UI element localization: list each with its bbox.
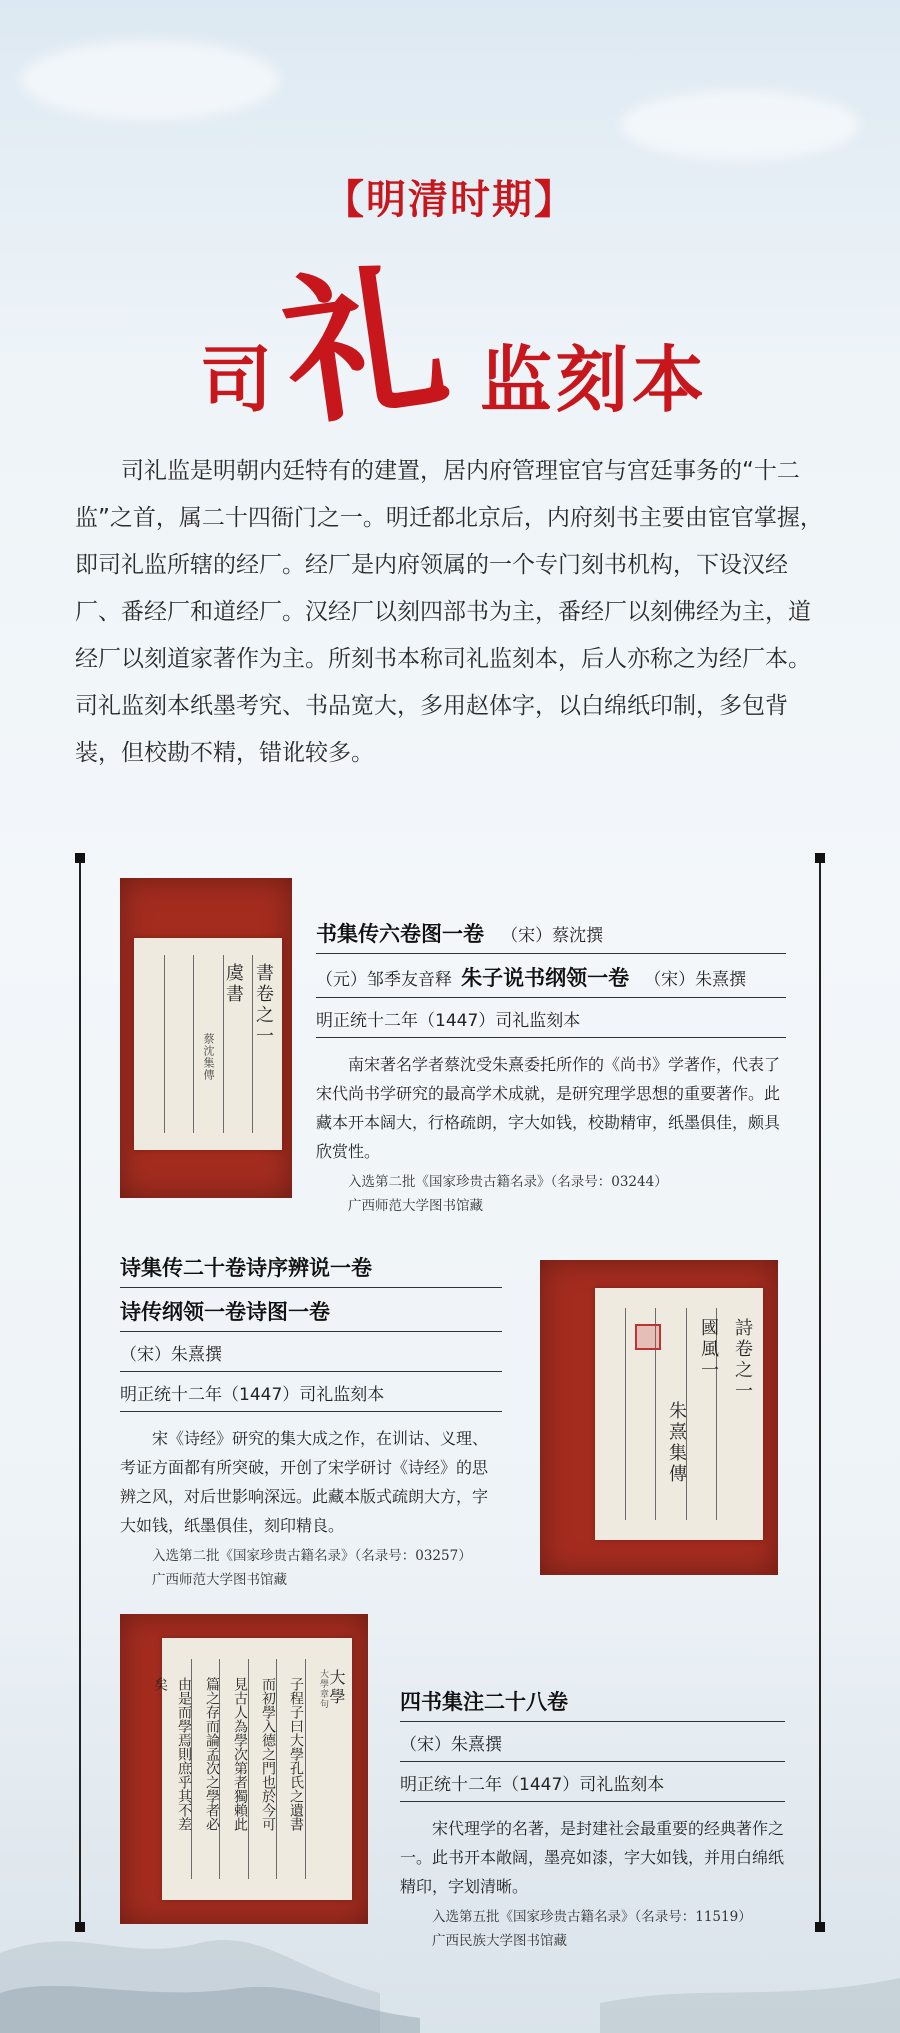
seal-stamp xyxy=(635,1324,661,1350)
frame-corner xyxy=(815,853,825,863)
book-image-caption: 國風一 xyxy=(698,1318,719,1382)
book-image-sishu-jizhu xyxy=(120,1614,368,1924)
entry-shi-jizhuan xyxy=(120,1252,502,1592)
book-image-caption: 見古人為學次第者獨賴此 xyxy=(232,1677,248,1832)
entry-title: 四书集注二十八卷 xyxy=(400,1689,568,1714)
era-label: 【明清时期】 xyxy=(324,176,576,223)
book-image-caption: 蔡沈集傳 xyxy=(202,1033,215,1082)
book-image-caption: 詩卷之一 xyxy=(732,1318,753,1403)
book-image-caption: 篇之存而論孟次之學者必 xyxy=(204,1677,220,1832)
book-page xyxy=(595,1288,763,1540)
entry-title: 书集传六卷图一卷 xyxy=(316,921,484,946)
entry-edition: 明正统十二年（1447）司礼监刻本 xyxy=(120,1385,385,1405)
entry-catalog: 入选第二批《国家珍贵古籍名录》（名录号：03257） xyxy=(152,1548,472,1564)
entry-edition-row xyxy=(120,1372,502,1412)
entry-author-row xyxy=(120,1332,502,1372)
entry-catalog: 入选第二批《国家珍贵古籍名录》（名录号：03244） xyxy=(348,1174,668,1190)
entry-description: 南宋著名学者蔡沈受朱熹委托所作的《尚书》学著作，代表了宋代尚书学研究的最高学术成就，是研究理学思想的重要著作。此藏本开本阔大，行格疏朗，字大如钱，校勘精审，纸墨俱佳，颇具欣赏性。 xyxy=(316,1055,781,1161)
entry-shu-jizhuan xyxy=(316,918,786,1218)
book-image-caption: 矣 xyxy=(152,1677,168,1692)
book-image-caption: 而初學入德之門也於今可 xyxy=(260,1677,276,1832)
book-image-caption: 書卷之一 xyxy=(253,963,274,1048)
frame-corner xyxy=(75,853,85,863)
book-image-caption: 朱熹集傳 xyxy=(666,1401,687,1486)
book-image-caption: 大學 xyxy=(327,1669,346,1708)
page-title xyxy=(0,240,900,470)
book-page xyxy=(152,1638,352,1900)
entry-edition-row xyxy=(400,1762,785,1802)
entry-title-row xyxy=(316,918,786,954)
entry-author-row xyxy=(400,1722,785,1762)
entry-author: （宋）蔡沈撰 xyxy=(501,926,604,946)
title-rest: 监刻本 xyxy=(480,337,709,422)
entry-library: 广西民族大学图书馆藏 xyxy=(432,1933,567,1949)
entry-author: （宋）朱熹撰 xyxy=(120,1345,222,1365)
book-image-shi-jizhuan xyxy=(540,1260,778,1575)
entry-subtitle: 诗传纲领一卷诗图一卷 xyxy=(120,1299,330,1324)
entry-subtitle-row xyxy=(120,1288,502,1332)
entry-author: （宋）朱熹撰 xyxy=(400,1735,502,1755)
entry-library: 广西师范大学图书馆藏 xyxy=(348,1198,483,1214)
entry-title-row xyxy=(120,1252,502,1288)
entry-subtitle: 朱子说书纲领一卷 xyxy=(461,965,630,990)
frame-corner xyxy=(75,1922,85,1932)
entry-subtitle-row xyxy=(316,954,786,998)
book-image-shu-jizhuan xyxy=(120,878,292,1198)
entry-title: 诗集传二十卷诗序辨说一卷 xyxy=(120,1255,372,1280)
entry-sishu-jizhu xyxy=(400,1686,785,1953)
intro-paragraph: 司礼监是明朝内廷特有的建置，居内府管理宦官与宫廷事务的“十二监”之首，属二十四衙门之一。明迁都北京后，内府刻书主要由宦官掌握，即司礼监所辖的经厂。经厂是内府领属的一个专门刻书机构，下设汉经厂、番经厂和道经厂。汉经厂以刻四部书为主，番经厂以刻佛经为主，道经厂以刻道家著作为主。所刻书本称司礼监刻本，后人亦称之为经厂本。司礼监刻本纸墨考究、书品宽大，多用赵体字，以白绵纸印制，多包背装，但校勘不精，错讹较多。 xyxy=(75,458,823,766)
book-page xyxy=(134,938,282,1150)
frame-right-line xyxy=(819,858,821,1928)
entry-catalog: 入选第五批《国家珍贵古籍名录》（名录号：11519） xyxy=(432,1909,752,1925)
entry-annotator: （元）邹季友音释 xyxy=(316,970,452,990)
title-char-si: 司 xyxy=(200,337,273,422)
book-image-caption: 子程子曰大學孔氏之遺書 xyxy=(288,1677,304,1832)
frame-left-line xyxy=(79,858,81,1928)
entry-description: 宋《诗经》研究的集大成之作，在训诂、义理、考证方面都有所突破，开创了宋学研讨《诗经》的思辨之风，对后世影响深远。此藏本版式疏朗大方，字大如钱，纸墨俱佳，刻印精良。 xyxy=(120,1429,489,1535)
title-char-li: 礼 xyxy=(272,240,458,450)
frame-corner xyxy=(815,1922,825,1932)
entry-edition-row xyxy=(316,998,786,1038)
entry-description: 宋代理学的名著，是封建社会最重要的经典著作之一。此书开本敞阔，墨亮如漆，字大如钱，并用白绵纸精印，字划清晰。 xyxy=(400,1819,785,1896)
entry-title-row xyxy=(400,1686,785,1722)
entry-author: （宋）朱熹撰 xyxy=(644,970,747,990)
entry-library: 广西师范大学图书馆藏 xyxy=(152,1572,287,1588)
book-image-caption: 大學章句 xyxy=(318,1669,328,1710)
book-image-caption: 由是而學焉則庶乎其不差 xyxy=(176,1677,192,1832)
entry-edition: 明正统十二年（1447）司礼监刻本 xyxy=(316,1011,581,1031)
book-image-caption: 虞書 xyxy=(223,963,244,1006)
entry-edition: 明正统十二年（1447）司礼监刻本 xyxy=(400,1775,665,1795)
